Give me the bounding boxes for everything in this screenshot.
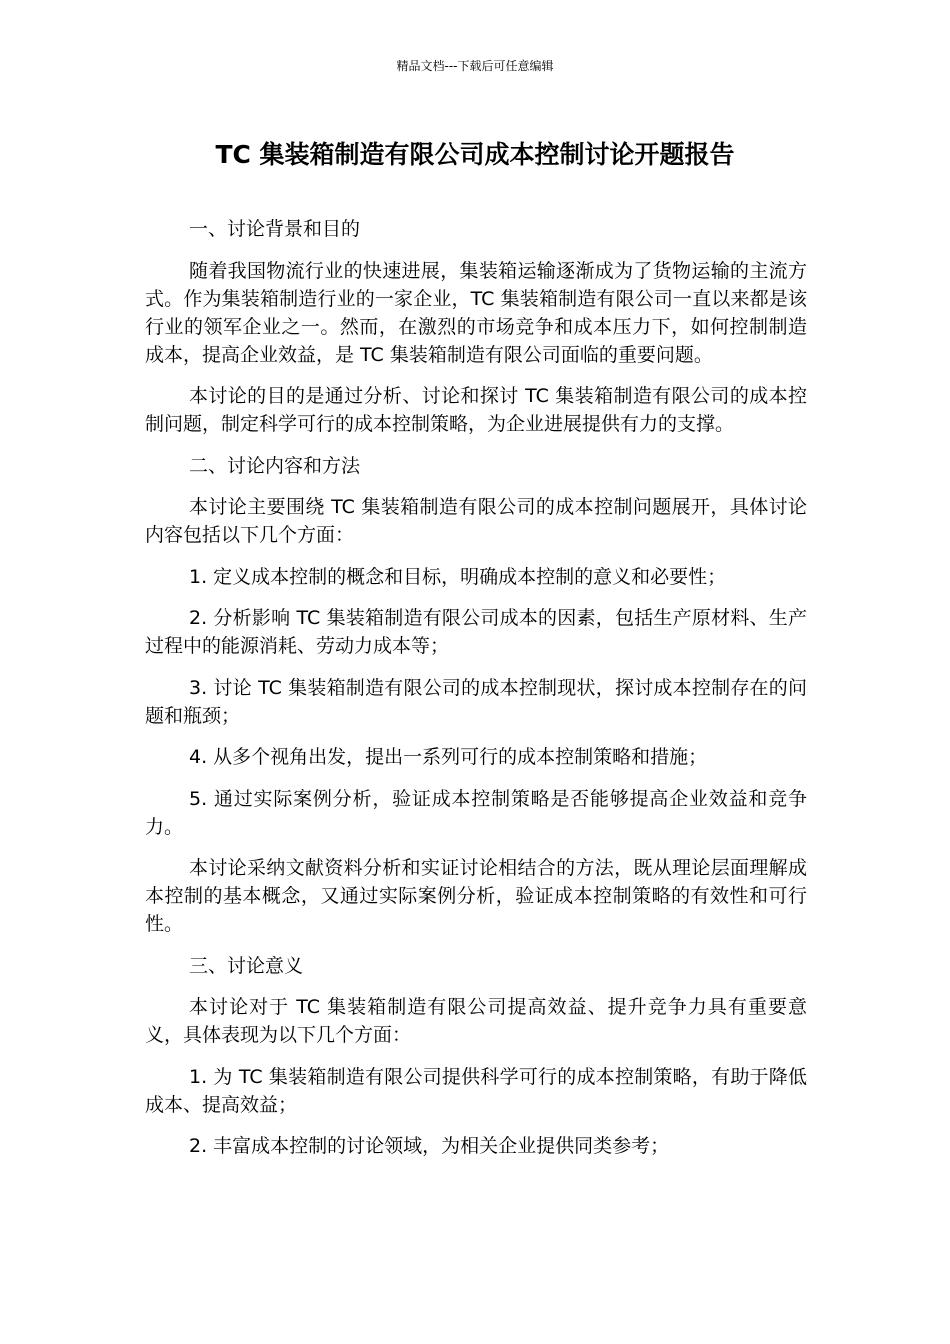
paragraph-background: 随着我国物流行业的快速进展，集装箱运输逐渐成为了货物运输的主流方式。作为集装箱制造行业的一家企业，TC 集装箱制造有限公司一直以来都是该行业的领军企业之一。然而，在激烈的市场竞争和成本压力下，如何控制制造成本，提高企业效益，是 TC 集装箱制造有限公司面临的重要问题。 (145, 259, 807, 366)
document-body (145, 215, 807, 1174)
paragraph-method: 本讨论采纳文献资料分析和实证讨论相结合的方法，既从理论层面理解成本控制的基本概念，又通过实际案例分析，验证成本控制策略的有效性和可行性。 (145, 857, 807, 935)
paragraph-significance-intro: 本讨论对于 TC 集装箱制造有限公司提高效益、提升竞争力具有重要意义，具体表现为以下几个方面： (145, 996, 807, 1046)
header-note: 精品文档---下载后可任意编辑 (396, 59, 554, 73)
document-title: TC 集装箱制造有限公司成本控制讨论开题报告 (215, 140, 735, 169)
list-item-content-4: 4. 从多个视角出发，提出一系列可行的成本控制策略和措施； (189, 746, 708, 768)
section-heading-content-method: 二、讨论内容和方法 (189, 454, 361, 477)
list-item-significance-1: 1. 为 TC 集装箱制造有限公司提供科学可行的成本控制策略，有助于降低成本、提高效益； (145, 1065, 807, 1116)
section-heading-significance: 三、讨论意义 (189, 954, 304, 977)
list-item-content-2: 2. 分析影响 TC 集装箱制造有限公司成本的因素，包括生产原材料、生产过程中的能源消耗、劳动力成本等； (145, 607, 807, 657)
list-item-content-1: 1. 定义成本控制的概念和目标，明确成本控制的意义和必要性； (189, 565, 727, 588)
paragraph-content-intro: 本讨论主要围绕 TC 集装箱制造有限公司的成本控制问题展开，具体讨论内容包括以下几个方面： (145, 496, 807, 546)
paragraph-purpose: 本讨论的目的是通过分析、讨论和探讨 TC 集装箱制造有限公司的成本控制问题，制定科学可行的成本控制策略，为企业进展提供有力的支撑。 (145, 385, 807, 435)
list-item-content-3: 3. 讨论 TC 集装箱制造有限公司的成本控制现状，探讨成本控制存在的问题和瓶颈； (145, 676, 807, 727)
section-heading-background: 一、讨论背景和目的 (189, 218, 361, 240)
list-item-significance-2: 2. 丰富成本控制的讨论领域，为相关企业提供同类参考； (189, 1135, 670, 1157)
list-item-content-5: 5. 通过实际案例分析，验证成本控制策略是否能够提高企业效益和竞争力。 (145, 787, 807, 838)
